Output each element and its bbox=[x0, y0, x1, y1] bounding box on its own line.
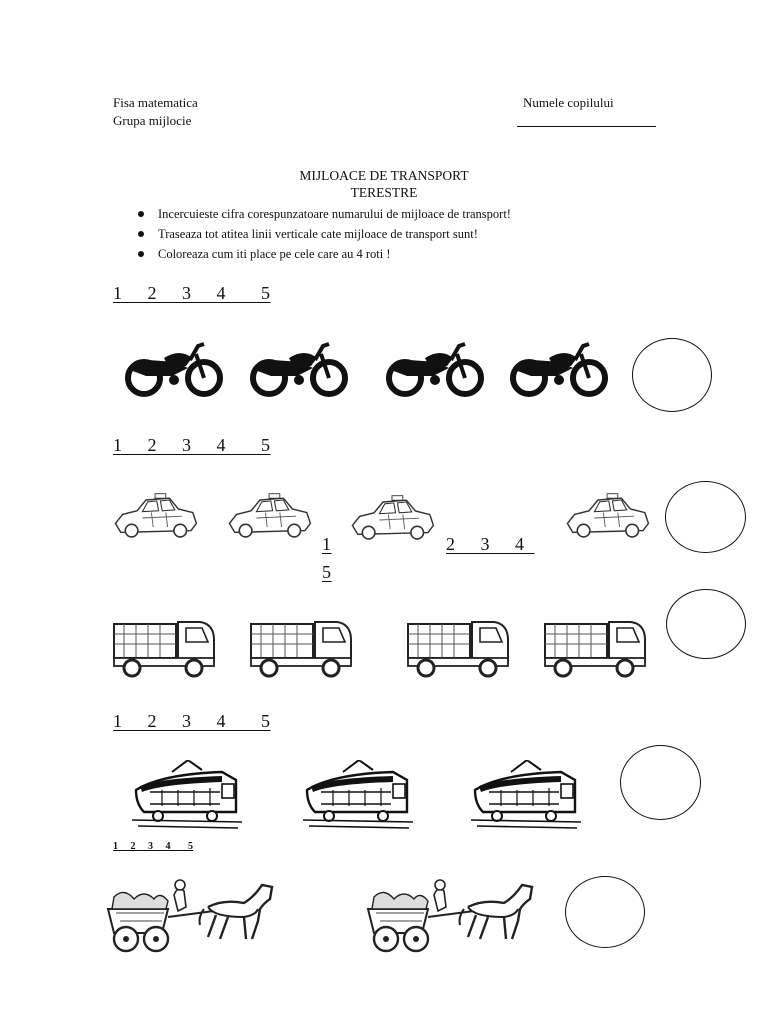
car-number-row[interactable]: 1 2 3 4 5 bbox=[113, 435, 271, 455]
taxi-car-icon bbox=[562, 490, 652, 546]
instructions-list bbox=[136, 204, 511, 264]
taxi-car-icon bbox=[347, 492, 437, 548]
horse-cart-icon bbox=[364, 877, 544, 957]
motorcycle-icon bbox=[507, 340, 611, 400]
moto-number-row[interactable]: 1 2 3 4 5 bbox=[113, 283, 271, 303]
motorcycle-icon bbox=[383, 340, 487, 400]
worksheet-title: MIJLOACE DE TRANSPORT bbox=[299, 168, 469, 183]
truck-icon bbox=[404, 610, 514, 680]
answer-circle[interactable] bbox=[665, 481, 746, 553]
worksheet-subtitle: TERESTRE bbox=[350, 185, 418, 200]
group-label: Grupa mijlocie bbox=[113, 113, 192, 128]
answer-circle[interactable] bbox=[666, 589, 746, 659]
taxi-car-icon bbox=[110, 490, 200, 546]
truck-icon bbox=[247, 610, 357, 680]
tram-icon bbox=[471, 760, 581, 830]
motorcycle-icon bbox=[122, 340, 226, 400]
subject-label: Fisa matematica bbox=[113, 95, 198, 110]
car-number-5[interactable]: 5 bbox=[322, 562, 332, 582]
taxi-car-icon bbox=[224, 490, 314, 546]
answer-circle[interactable] bbox=[620, 745, 701, 820]
truck-icon bbox=[110, 610, 220, 680]
answer-circle[interactable] bbox=[632, 338, 712, 412]
instruction-item: Coloreaza cum iti place pe cele care au 4 roti ! bbox=[136, 244, 511, 264]
horse-cart-icon bbox=[104, 877, 284, 957]
car-number-2-4[interactable]: 2 3 4 bbox=[446, 534, 535, 554]
instruction-item: Traseaza tot atitea linii verticale cate mijloace de transport sunt! bbox=[136, 224, 511, 244]
child-name-line[interactable] bbox=[517, 126, 656, 127]
tram-icon bbox=[132, 760, 242, 830]
car-number-1[interactable]: 1 bbox=[322, 534, 332, 554]
child-name-label: Numele copilului bbox=[523, 95, 614, 110]
truck-icon bbox=[541, 610, 651, 680]
answer-circle[interactable] bbox=[565, 876, 645, 948]
cart-number-row[interactable]: 1 2 3 4 5 bbox=[113, 841, 193, 852]
tram-number-row[interactable]: 1 2 3 4 5 bbox=[113, 711, 271, 731]
instruction-item: Incercuieste cifra corespunzatoare numarului de mijloace de transport! bbox=[136, 204, 511, 224]
tram-icon bbox=[303, 760, 413, 830]
motorcycle-icon bbox=[247, 340, 351, 400]
